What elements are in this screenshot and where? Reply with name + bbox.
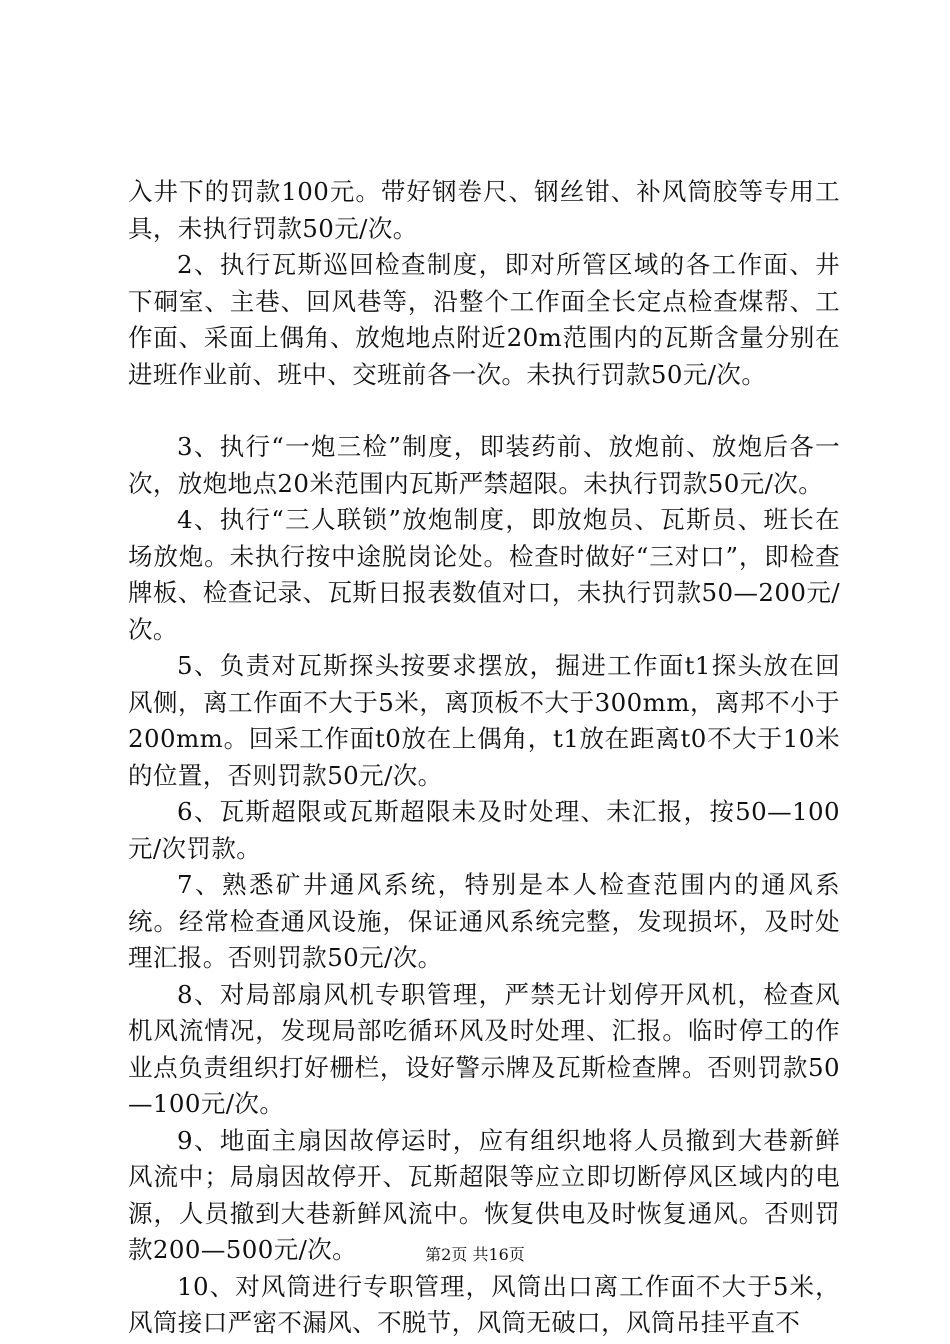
page-footer: 第2页 共16页 bbox=[425, 1245, 525, 1264]
paragraph-item-7: 7、熟悉矿井通风系统，特别是本人检查范围内的通风系统。经常检查通风设施，保证通风系统完整，发现损坏，及时处理汇报。否则罚款50元/次。 bbox=[128, 870, 840, 972]
paragraph-item-9: 9、地面主扇因故停运时，应有组织地将人员撤到大巷新鲜风流中；局扇因故停开、瓦斯超限等应立即切断停风区域内的电源，人员撤到大巷新鲜风流中。恢复供电及时恢复通风。否则罚款200—500元/次。 bbox=[128, 1125, 840, 1264]
paragraph-continuation: 入井下的罚款100元。带好钢卷尺、钢丝钳、补风筒胶等专用工具，未执行罚款50元/次。 bbox=[128, 177, 840, 243]
paragraph-item-3: 3、执行“一炮三检”制度，即装药前、放炮前、放炮后各一次，放炮地点20米范围内瓦斯严禁超限。未执行罚款50元/次。 bbox=[128, 432, 840, 498]
paragraph-item-8: 8、对局部扇风机专职管理，严禁无计划停开风机，检查风机风流情况，发现局部吃循环风及时处理、汇报。临时停工的作业点负责组织打好栅栏，设好警示牌及瓦斯检查牌。否则罚款50—100元/次。 bbox=[128, 979, 840, 1118]
paragraph-item-5: 5、负责对瓦斯探头按要求摆放，掘进工作面t1探头放在回风侧，离工作面不大于5米，离顶板不大于300mm，离邦不小于200mm。回采工作面t0放在上偶角，t1放在距离t0不大于10米的位置，否则罚款50元/次。 bbox=[128, 651, 840, 790]
paragraph-item-2: 2、执行瓦斯巡回检查制度，即对所管区域的各工作面、井下硐室、主巷、回风巷等，沿整个工作面全长定点检查煤帮、工作面、采面上偶角、放炮地点附近20m范围内的瓦斯含量分别在进班作业前、班中、交班前各一次。未执行罚款50元/次。 bbox=[128, 250, 840, 389]
paragraph-item-4: 4、执行“三人联锁”放炮制度，即放炮员、瓦斯员、班长在场放炮。未执行按中途脱岗论处。检查时做好“三对口”，即检查牌板、检查记录、瓦斯日报表数值对口，未执行罚款50—200元/次。 bbox=[128, 505, 840, 644]
paragraph-item-10: 10、对风筒进行专职管理，风筒出口离工作面不大于5米，风筒接口严密不漏风、不脱节，风筒无破口，风筒吊挂平直不 bbox=[128, 1271, 840, 1337]
paragraph-item-6: 6、瓦斯超限或瓦斯超限未及时处理、未汇报，按50—100元/次罚款。 bbox=[128, 797, 840, 863]
document-body bbox=[128, 174, 840, 1342]
